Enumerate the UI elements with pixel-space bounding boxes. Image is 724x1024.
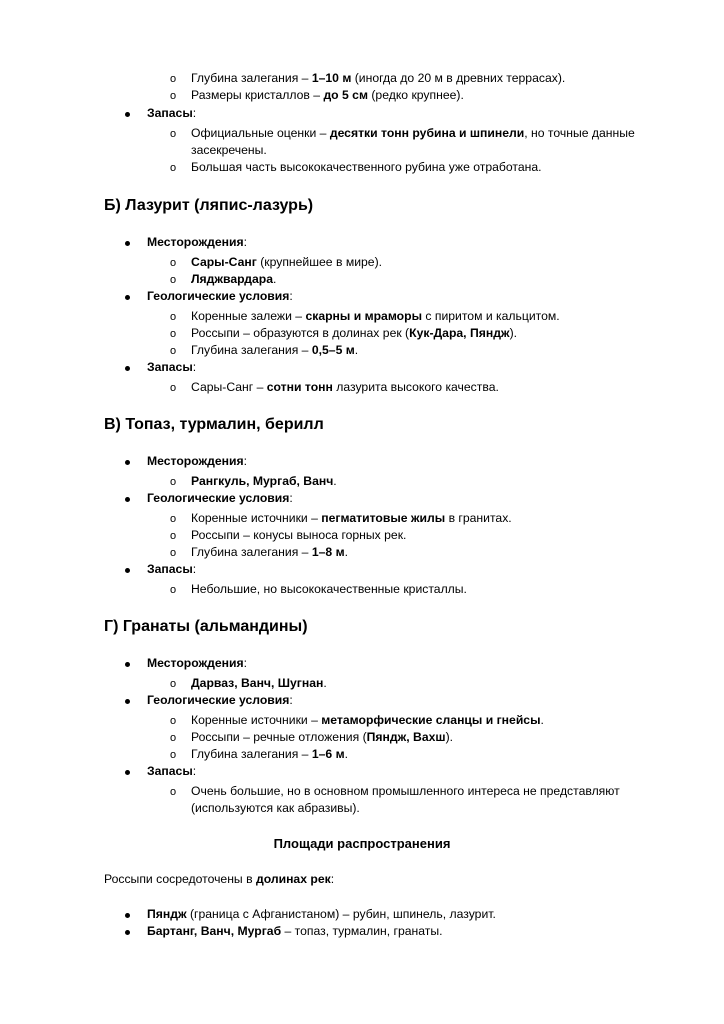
circle-bullet-icon: o [170, 749, 177, 761]
subsection-heading: Площади распространения [273, 836, 451, 851]
list-item: Небольшие, но высококачественные кристаллы. [191, 582, 467, 596]
list-item: Ляджвардара. [191, 272, 277, 286]
circle-bullet-icon: o [170, 382, 177, 394]
list-label: Месторождения: [147, 235, 248, 249]
circle-bullet-icon: o [170, 530, 177, 542]
bullet-icon [125, 366, 130, 371]
list-item: Сары-Санг – сотни тонн лазурита высокого качества. [191, 380, 499, 394]
circle-bullet-icon: o [170, 90, 177, 102]
circle-bullet-icon: o [170, 162, 177, 174]
list-label: Геологические условия: [147, 693, 293, 707]
list-item: Бартанг, Ванч, Мургаб – топаз, турмалин, гранаты. [147, 924, 443, 938]
list-item-continuation: (используются как абразивы). [191, 801, 360, 815]
list-item: Очень большие, но в основном промышленного интереса не представляют [191, 784, 620, 798]
bullet-icon [125, 913, 130, 918]
list-item: Дарваз, Ванч, Шугнан. [191, 676, 327, 690]
list-label: Месторождения: [147, 454, 248, 468]
circle-bullet-icon: o [170, 547, 177, 559]
list-item: Коренные залежи – скарны и мраморы с пиритом и кальцитом. [191, 309, 560, 323]
list-item-continuation: засекречены. [191, 143, 267, 157]
list-item: Глубина залегания – 1–10 м (иногда до 20 м в древних террасах). [191, 71, 566, 85]
list-item: Коренные источники – пегматитовые жилы в гранитах. [191, 511, 512, 525]
circle-bullet-icon: o [170, 73, 177, 85]
section-title: В) Топаз, турмалин, берилл [104, 416, 324, 433]
bullet-icon [125, 295, 130, 300]
list-label: Запасы: [147, 764, 197, 778]
circle-bullet-icon: o [170, 311, 177, 323]
bullet-icon [125, 460, 130, 465]
list-label: Геологические условия: [147, 289, 293, 303]
circle-bullet-icon: o [170, 513, 177, 525]
list-item: Глубина залегания – 1–6 м. [191, 747, 348, 761]
list-item: Глубина залегания – 0,5–5 м. [191, 343, 359, 357]
bullet-icon [125, 241, 130, 246]
circle-bullet-icon: o [170, 786, 177, 798]
circle-bullet-icon: o [170, 345, 177, 357]
list-item: Размеры кристаллов – до 5 см (редко крупнее). [191, 88, 464, 102]
bullet-icon [125, 699, 130, 704]
list-item: Рангкуль, Мургаб, Ванч. [191, 474, 337, 488]
list-item: Россыпи – образуются в долинах рек (Кук-Дара, Пяндж). [191, 326, 518, 340]
bullet-icon [125, 568, 130, 573]
list-item: Сары-Санг (крупнейшее в мире). [191, 255, 383, 269]
list-label: Запасы: [147, 106, 197, 120]
circle-bullet-icon: o [170, 678, 177, 690]
circle-bullet-icon: o [170, 274, 177, 286]
section-title: Г) Гранаты (альмандины) [104, 618, 308, 635]
list-item: Россыпи – конусы выноса горных рек. [191, 528, 407, 542]
paragraph: Россыпи сосредоточены в долинах рек: [104, 872, 335, 886]
section-title: Б) Лазурит (ляпис-лазурь) [104, 197, 314, 214]
list-item: Коренные источники – метаморфические сланцы и гнейсы. [191, 713, 544, 727]
circle-bullet-icon: o [170, 584, 177, 596]
circle-bullet-icon: o [170, 476, 177, 488]
list-item: Большая часть высококачественного рубина уже отработана. [191, 160, 542, 174]
bullet-icon [125, 930, 130, 935]
bullet-icon [125, 112, 130, 117]
list-label: Геологические условия: [147, 491, 293, 505]
circle-bullet-icon: o [170, 732, 177, 744]
list-label: Запасы: [147, 562, 197, 576]
list-item: Официальные оценки – десятки тонн рубина и шпинели, но точные данные [191, 126, 635, 140]
bullet-icon [125, 770, 130, 775]
list-item: Пяндж (граница с Афганистаном) – рубин, шпинель, лазурит. [147, 907, 496, 921]
list-item: Глубина залегания – 1–8 м. [191, 545, 348, 559]
circle-bullet-icon: o [170, 128, 177, 140]
bullet-icon [125, 662, 130, 667]
circle-bullet-icon: o [170, 715, 177, 727]
bullet-icon [125, 497, 130, 502]
list-label: Запасы: [147, 360, 197, 374]
circle-bullet-icon: o [170, 257, 177, 269]
list-item: Россыпи – речные отложения (Пяндж, Вахш). [191, 730, 454, 744]
list-label: Месторождения: [147, 656, 248, 670]
circle-bullet-icon: o [170, 328, 177, 340]
